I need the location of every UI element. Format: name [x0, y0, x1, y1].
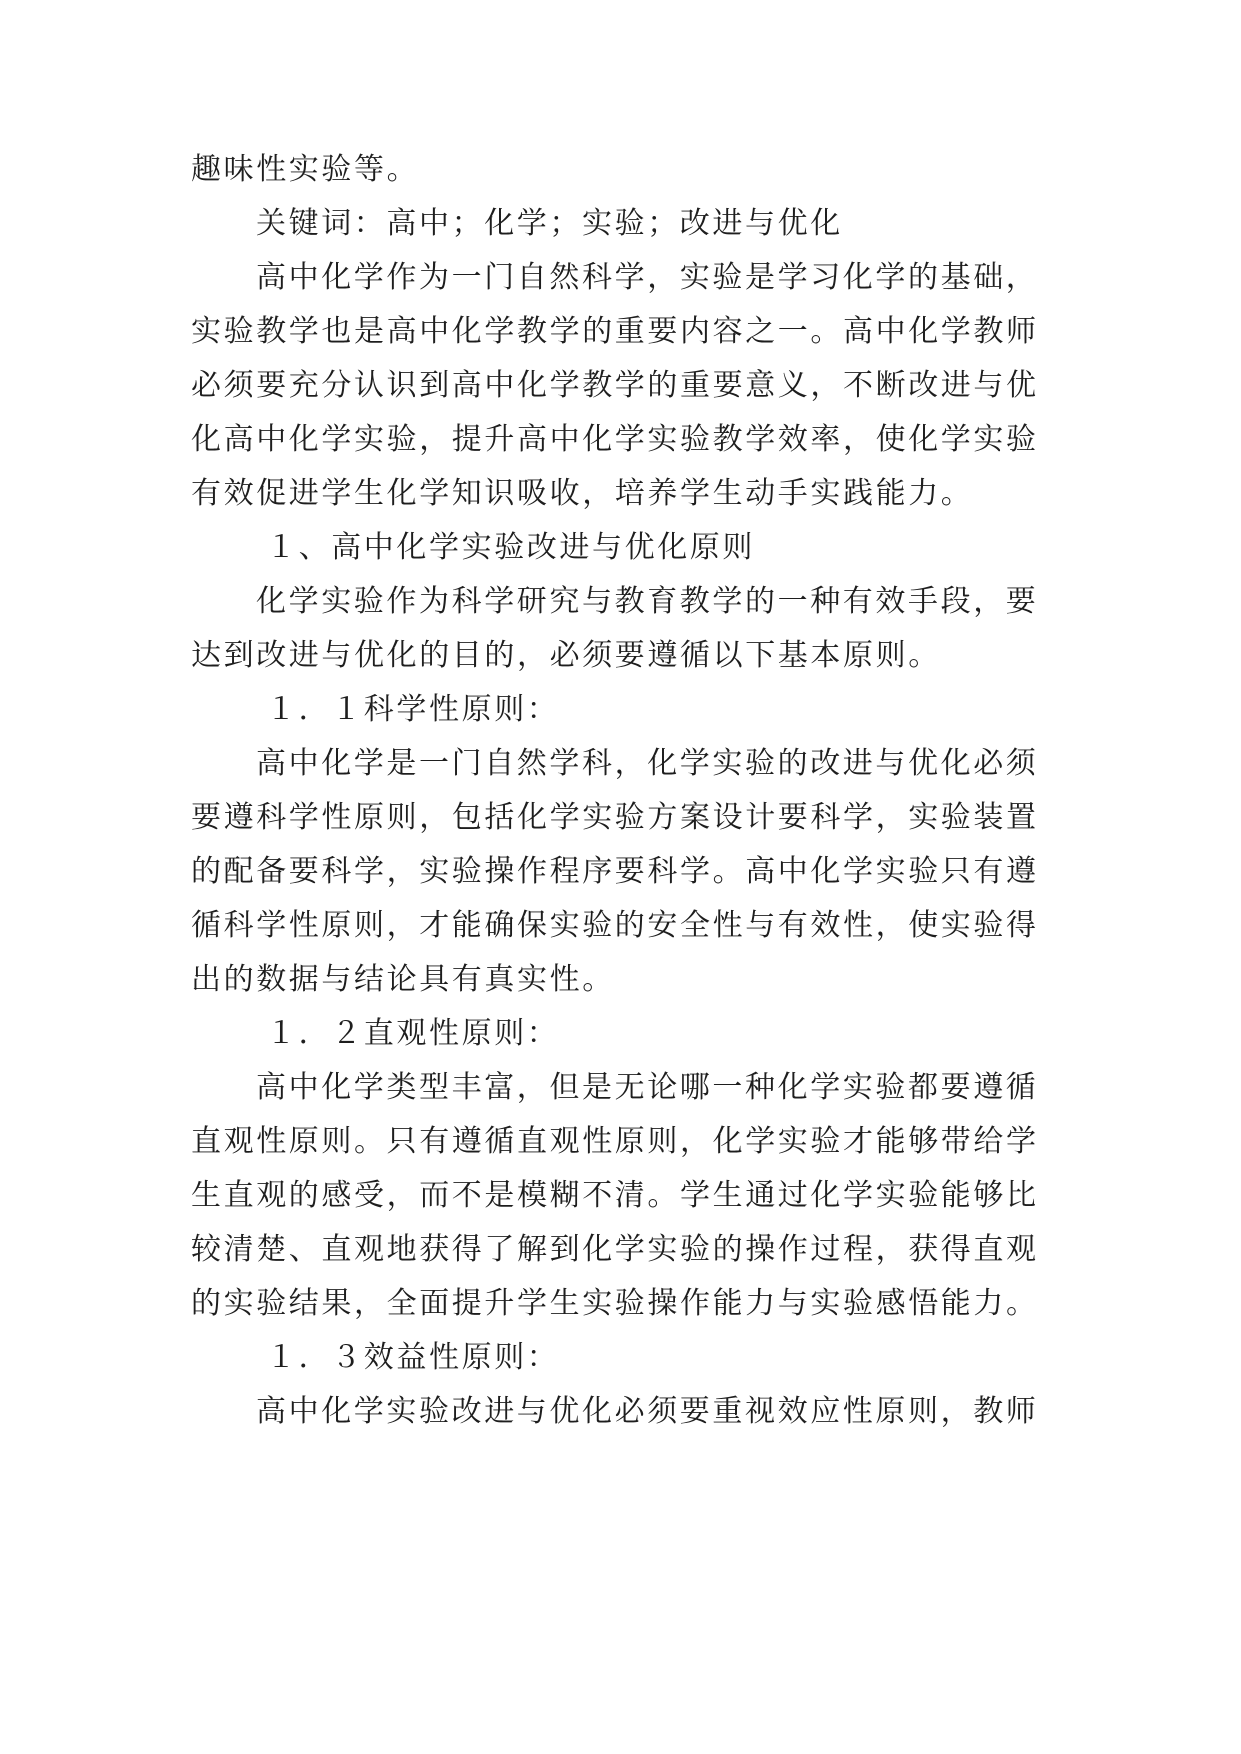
- text-line: 实验教学也是高中化学教学的重要内容之一。高中化学教师: [191, 314, 1039, 349]
- text-line: 必须要充分认识到高中化学教学的重要意义，不断改进与优: [191, 368, 1039, 403]
- text-line: 的实验结果，全面提升学生实验操作能力与实验感悟能力。: [191, 1286, 1039, 1321]
- text-line: 直观性原则。只有遵循直观性原则，化学实验才能够带给学: [191, 1124, 1039, 1159]
- subsection-heading: １．３效益性原则：: [266, 1340, 560, 1375]
- section-heading: １、高中化学实验改进与优化原则: [266, 530, 755, 565]
- text-line: 达到改进与优化的目的，必须要遵循以下基本原则。: [191, 638, 941, 673]
- text-line: 化学实验作为科学研究与教育教学的一种有效手段，要: [256, 584, 1039, 619]
- text-line: 要遵科学性原则，包括化学实验方案设计要科学，实验装置: [191, 800, 1039, 835]
- text-line: 生直观的感受，而不是模糊不清。学生通过化学实验能够比: [191, 1178, 1039, 1213]
- text-line: 有效促进学生化学知识吸收，培养学生动手实践能力。: [191, 476, 974, 511]
- text-line: 较清楚、直观地获得了解到化学实验的操作过程，获得直观: [191, 1232, 1039, 1267]
- text-line: 趣味性实验等。: [191, 152, 420, 187]
- text-line: 高中化学是一门自然学科，化学实验的改进与优化必须: [256, 746, 1039, 781]
- text-line: 高中化学作为一门自然科学，实验是学习化学的基础，: [256, 260, 1039, 295]
- text-line: 循科学性原则，才能确保实验的安全性与有效性，使实验得: [191, 908, 1039, 943]
- text-line: 化高中化学实验，提升高中化学实验教学效率，使化学实验: [191, 422, 1039, 457]
- text-line: 的配备要科学，实验操作程序要科学。高中化学实验只有遵: [191, 854, 1039, 889]
- text-line: 高中化学实验改进与优化必须要重视效应性原则，教师: [256, 1394, 1039, 1429]
- keywords-line: 关键词：高中；化学；实验；改进与优化: [256, 206, 843, 241]
- text-line: 高中化学类型丰富，但是无论哪一种化学实验都要遵循: [256, 1070, 1039, 1105]
- subsection-heading: １．２直观性原则：: [266, 1016, 560, 1051]
- text-line: 出的数据与结论具有真实性。: [191, 962, 615, 997]
- subsection-heading: １．１科学性原则：: [266, 692, 560, 727]
